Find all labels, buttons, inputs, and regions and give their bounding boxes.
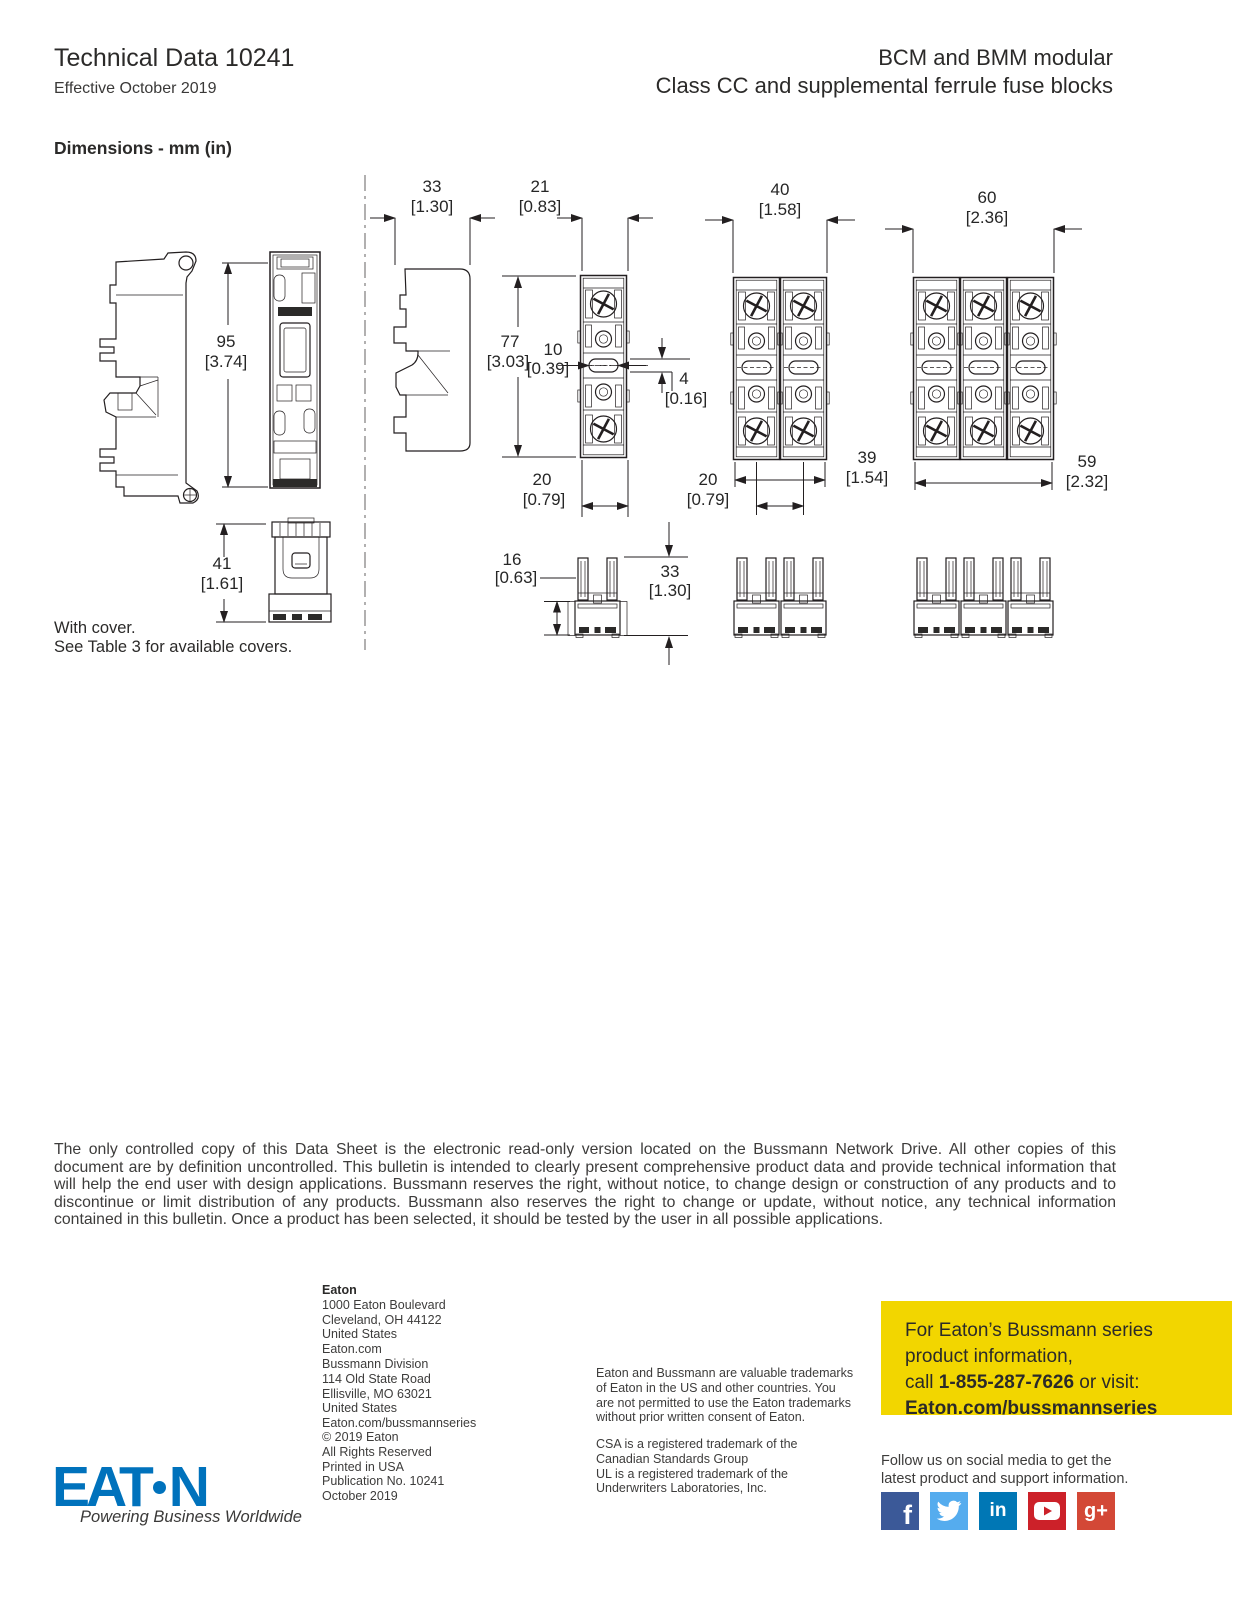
fuse-block-2pole-front-b bbox=[778, 278, 829, 460]
dim-slot-height bbox=[630, 338, 707, 408]
side-view-drawing bbox=[100, 252, 198, 503]
svg-text:[1.54]: [1.54] bbox=[845, 468, 889, 487]
svg-text:20: 20 bbox=[532, 470, 552, 489]
youtube-play-glyph bbox=[1034, 1501, 1060, 1521]
svg-text:[0.63]: [0.63] bbox=[494, 568, 538, 587]
address-line: Cleveland, OH 44122 bbox=[322, 1312, 442, 1327]
svg-text:[1.30]: [1.30] bbox=[648, 581, 692, 600]
facebook-icon[interactable] bbox=[881, 1492, 919, 1530]
address-line: Bussmann Division bbox=[322, 1357, 429, 1371]
svg-text:10: 10 bbox=[543, 340, 563, 359]
address-line: United States bbox=[322, 1401, 398, 1416]
copyright-line: © 2019 Eaton bbox=[322, 1430, 399, 1444]
youtube-icon[interactable] bbox=[1028, 1492, 1066, 1530]
cover-note bbox=[54, 619, 292, 657]
twitter-bird-glyph bbox=[936, 1500, 962, 1522]
fuse-block-3pole-end-a bbox=[914, 558, 959, 638]
division-address-block bbox=[322, 1357, 476, 1431]
address-line: Eaton.com bbox=[322, 1342, 382, 1357]
dim-overall-height bbox=[205, 263, 268, 487]
social-icons-row bbox=[881, 1492, 1115, 1530]
disclaimer-paragraph: The only controlled copy of this Data Sheet is the electronic read-only version located on the Bussmann Network Drive. All other copies of this document are by definition uncontrolled. This bulletin is intended to clearly present comprehensive product data and provide technical information that will help the end user with design applications. Bussmann reserves the right, without notice, to change design or construction of any products and to discontinue or limit distribution of any products. Bussmann also reserves the right to change or update, without notice, any technical information contained in this bulletin. Once a product has been selected, it should be tested by the user in all possible applications. bbox=[54, 1141, 1116, 1229]
svg-text:41: 41 bbox=[212, 554, 232, 573]
svg-text:59: 59 bbox=[1077, 452, 1097, 471]
copyright-line: October 2019 bbox=[322, 1489, 398, 1504]
svg-text:16: 16 bbox=[502, 550, 522, 569]
svg-text:39: 39 bbox=[857, 448, 877, 467]
svg-text:[1.30]: [1.30] bbox=[410, 197, 454, 216]
address-line: Eaton.com/bussmannseries bbox=[322, 1416, 477, 1431]
dim-two-pole-width bbox=[705, 180, 855, 273]
social-caption bbox=[881, 1452, 1128, 1488]
fuse-block-3pole-end-c bbox=[1008, 558, 1053, 638]
trademark-ul-line: UL is a registered trademark of the Underwriters Laboratories, Inc. bbox=[596, 1466, 788, 1496]
svg-text:21: 21 bbox=[530, 177, 550, 196]
address-line: Ellisville, MO 63021 bbox=[322, 1386, 432, 1401]
dim-end-height bbox=[624, 522, 691, 665]
with-cover-drawing bbox=[269, 518, 331, 622]
eaton-logo-dot bbox=[153, 1481, 166, 1494]
doc-title: Technical Data 10241 bbox=[54, 44, 295, 72]
copyright-line: All Rights Reserved bbox=[322, 1444, 432, 1459]
twitter-icon[interactable] bbox=[930, 1492, 968, 1530]
social-caption-line1: Follow us on social media to get the bbox=[881, 1453, 1112, 1469]
svg-text:[2.32]: [2.32] bbox=[1065, 472, 1109, 491]
copyright-block bbox=[322, 1430, 444, 1504]
svg-text:[0.79]: [0.79] bbox=[522, 490, 566, 509]
eaton-address-title: Eaton bbox=[322, 1283, 357, 1297]
address-line: United States bbox=[322, 1327, 398, 1342]
svg-text:20: 20 bbox=[698, 470, 718, 489]
fuse-block-3pole-front-c bbox=[1005, 278, 1056, 460]
svg-text:[0.79]: [0.79] bbox=[686, 490, 730, 509]
linkedin-glyph: in bbox=[989, 1500, 1007, 1521]
svg-text:95: 95 bbox=[216, 332, 236, 351]
svg-text:[0.39]: [0.39] bbox=[526, 359, 570, 378]
eaton-logo-left: EAT bbox=[52, 1455, 150, 1519]
address-line: 1000 Eaton Boulevard bbox=[322, 1297, 446, 1312]
eaton-logo-tagline: Powering Business Worldwide bbox=[80, 1508, 302, 1526]
fuse-block-2pole-end-a bbox=[734, 558, 779, 638]
dim-pitch-single bbox=[523, 460, 628, 517]
product-title-line2: Class CC and supplemental ferrule fuse blocks bbox=[655, 73, 1113, 98]
dim-two-pole-span bbox=[735, 448, 888, 487]
fuse-block-2pole-front-a bbox=[731, 278, 782, 460]
fuse-block-3pole-front-b bbox=[958, 278, 1009, 460]
front-view-narrow-drawing bbox=[270, 252, 320, 488]
eaton-logo-right: N bbox=[168, 1455, 206, 1519]
svg-text:33: 33 bbox=[422, 177, 442, 196]
call-suffix: or visit: bbox=[1074, 1372, 1140, 1393]
info-box-url: Eaton.com/bussmannseries bbox=[905, 1398, 1158, 1419]
facebook-glyph: f bbox=[903, 1500, 912, 1530]
copyright-line: Printed in USA bbox=[322, 1459, 404, 1474]
svg-text:[1.61]: [1.61] bbox=[200, 574, 244, 593]
dim-cover-height bbox=[201, 524, 266, 622]
info-box-line2: product information, bbox=[905, 1346, 1073, 1367]
svg-text:4: 4 bbox=[679, 369, 689, 388]
svg-text:[2.36]: [2.36] bbox=[965, 208, 1009, 227]
dim-three-pole-span bbox=[915, 452, 1108, 491]
trademark-paragraph-1: Eaton and Bussmann are valuable trademarks of Eaton in the US and other countries. You are not permitted to use the Eaton trademarks without prior written consent of Eaton. bbox=[596, 1366, 854, 1425]
dim-base-height bbox=[495, 550, 576, 635]
section-heading: Dimensions - mm (in) bbox=[54, 138, 232, 158]
address-line: 114 Old State Road bbox=[322, 1371, 431, 1386]
eaton-logo bbox=[52, 1455, 206, 1519]
info-box-line1: For Eaton’s Bussmann series bbox=[905, 1320, 1153, 1341]
doc-effective-date: Effective October 2019 bbox=[54, 80, 217, 97]
google-plus-icon[interactable] bbox=[1077, 1492, 1115, 1530]
linkedin-icon[interactable] bbox=[979, 1492, 1017, 1530]
fuse-block-3pole-front-a bbox=[911, 278, 962, 460]
profile-view-drawing bbox=[394, 269, 470, 451]
fuse-block-1pole-end bbox=[575, 558, 620, 638]
fuse-block-1pole-front bbox=[578, 276, 629, 458]
dim-profile-width bbox=[370, 177, 495, 265]
fuse-block-3pole-end-b bbox=[961, 558, 1006, 638]
info-box-line3 bbox=[905, 1370, 1232, 1396]
svg-text:[0.16]: [0.16] bbox=[664, 389, 708, 408]
cover-note-line2: See Table 3 for available covers. bbox=[54, 638, 293, 656]
trademark-paragraph-2 bbox=[596, 1437, 854, 1496]
dim-pole-top-width bbox=[519, 177, 653, 271]
product-title bbox=[656, 44, 1113, 100]
copyright-line: Publication No. 10241 bbox=[322, 1474, 445, 1489]
cover-note-line1: With cover. bbox=[54, 619, 136, 637]
google-plus-glyph: g+ bbox=[1084, 1499, 1108, 1522]
product-title-line1: BCM and BMM modular bbox=[878, 45, 1113, 70]
svg-text:33: 33 bbox=[660, 562, 680, 581]
svg-text:[1.58]: [1.58] bbox=[758, 200, 802, 219]
svg-text:[0.83]: [0.83] bbox=[518, 197, 562, 216]
dim-three-pole-width bbox=[885, 188, 1082, 273]
svg-text:60: 60 bbox=[977, 188, 997, 207]
social-caption-line2: latest product and support information. bbox=[881, 1471, 1129, 1487]
svg-text:[3.03]: [3.03] bbox=[486, 352, 530, 371]
phone-number: 1-855-287-7626 bbox=[938, 1372, 1075, 1393]
call-prefix: call bbox=[905, 1372, 939, 1393]
trademark-csa-line: CSA is a registered trademark of the Canadian Standards Group bbox=[596, 1437, 798, 1466]
dimensions-drawing bbox=[40, 165, 1140, 665]
dim-pitch-two-pole bbox=[687, 462, 804, 515]
svg-text:[3.74]: [3.74] bbox=[204, 352, 248, 371]
contact-info-box bbox=[881, 1301, 1232, 1419]
svg-text:77: 77 bbox=[500, 332, 520, 351]
fuse-block-2pole-end-b bbox=[781, 558, 826, 638]
svg-text:40: 40 bbox=[770, 180, 790, 199]
eaton-address-block bbox=[322, 1283, 446, 1357]
